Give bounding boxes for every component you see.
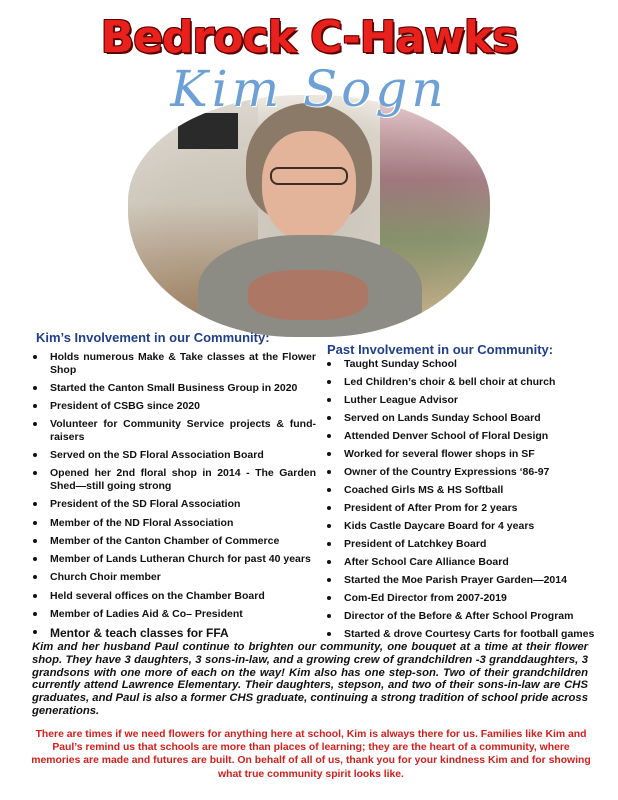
list-item: Member of the ND Floral Association: [30, 517, 316, 530]
list-item: President of CSBG since 2020: [30, 400, 316, 413]
list-item: Worked for several flower shops in SF: [324, 448, 614, 461]
photo-face: [262, 131, 356, 241]
list-item: Director of the Before & After School Program: [324, 610, 614, 623]
list-item: Coached Girls MS & HS Softball: [324, 484, 614, 497]
portrait-photo: [128, 95, 490, 337]
list-item: Attended Denver School of Floral Design: [324, 430, 614, 443]
list-item: Held several offices on the Chamber Board: [30, 590, 316, 603]
list-item: President of Latchkey Board: [324, 538, 614, 551]
list-item: Holds numerous Make & Take classes at the Flower Shop: [30, 351, 316, 376]
current-involvement-heading: Kim’s Involvement in our Community:: [36, 330, 270, 345]
list-item: Started the Canton Small Business Group in 2020: [30, 382, 316, 395]
list-item: Member of the Canton Chamber of Commerce: [30, 535, 316, 548]
list-item: Taught Sunday School: [324, 358, 614, 371]
list-item: Member of Ladies Aid & Co– President: [30, 608, 316, 621]
list-item: Led Children’s choir & bell choir at church: [324, 376, 614, 389]
list-item: Volunteer for Community Service projects & fund-raisers: [30, 418, 316, 443]
list-item: Luther League Advisor: [324, 394, 614, 407]
thank-you-paragraph: There are times if we need flowers for anything here at school, Kim is always there for us. Families like Kim and Paul’s remind us that schools are more than places of learning; they are the heart of a community, where memories are made and futures are built. On behalf of all of us, thank you for your kindness Kim and for showing what true community spirit looks like.: [31, 729, 591, 780]
photo-glasses: [270, 167, 348, 185]
past-involvement-heading: Past Involvement in our Community:: [327, 342, 554, 357]
list-item: President of the SD Floral Association: [30, 498, 316, 511]
past-involvement-list: [324, 358, 614, 646]
honoree-name: Kim Sogn: [170, 60, 448, 118]
list-item: Church Choir member: [30, 571, 316, 584]
list-item: President of After Prom for 2 years: [324, 502, 614, 515]
family-story-paragraph: Kim and her husband Paul continue to brighten our community, one bouquet at a time at their flower shop. They have 3 daughters, 3 sons-in-law, and a growing crew of grandchildren -3 granddaughters, 3 grandsons with one more of each on the way! Kim also has one step-son. Two of their grandchildren currently attend Lawrence Elementary. Their daughters, stepson, and two of their sons-in-law are CHS graduates, and Paul is also a former CHS graduate, continuing a strong tradition of school pride across generations.: [32, 641, 588, 717]
list-item: Com-Ed Director from 2007-2019: [324, 592, 614, 605]
photo-shirt-print: [248, 270, 368, 320]
photo-tv: [178, 113, 238, 149]
list-item: After School Care Alliance Board: [324, 556, 614, 569]
list-item: Member of Lands Lutheran Church for past 40 years: [30, 553, 316, 566]
list-item: Started the Moe Parish Prayer Garden—2014: [324, 574, 614, 587]
list-item: Owner of the Country Expressions ‘86-97: [324, 466, 614, 479]
list-item: Served on the SD Floral Association Board: [30, 449, 316, 462]
current-involvement-list: [30, 351, 316, 646]
list-item: Started & drove Courtesy Carts for football games: [324, 628, 614, 641]
list-item: Opened her 2nd floral shop in 2014 - The Garden Shed—still going strong: [30, 467, 316, 492]
list-item: Mentor & teach classes for FFA: [30, 626, 316, 640]
page-title: Bedrock C-Hawks: [100, 12, 518, 63]
list-item: Served on Lands Sunday School Board: [324, 412, 614, 425]
list-item: Kids Castle Daycare Board for 4 years: [324, 520, 614, 533]
